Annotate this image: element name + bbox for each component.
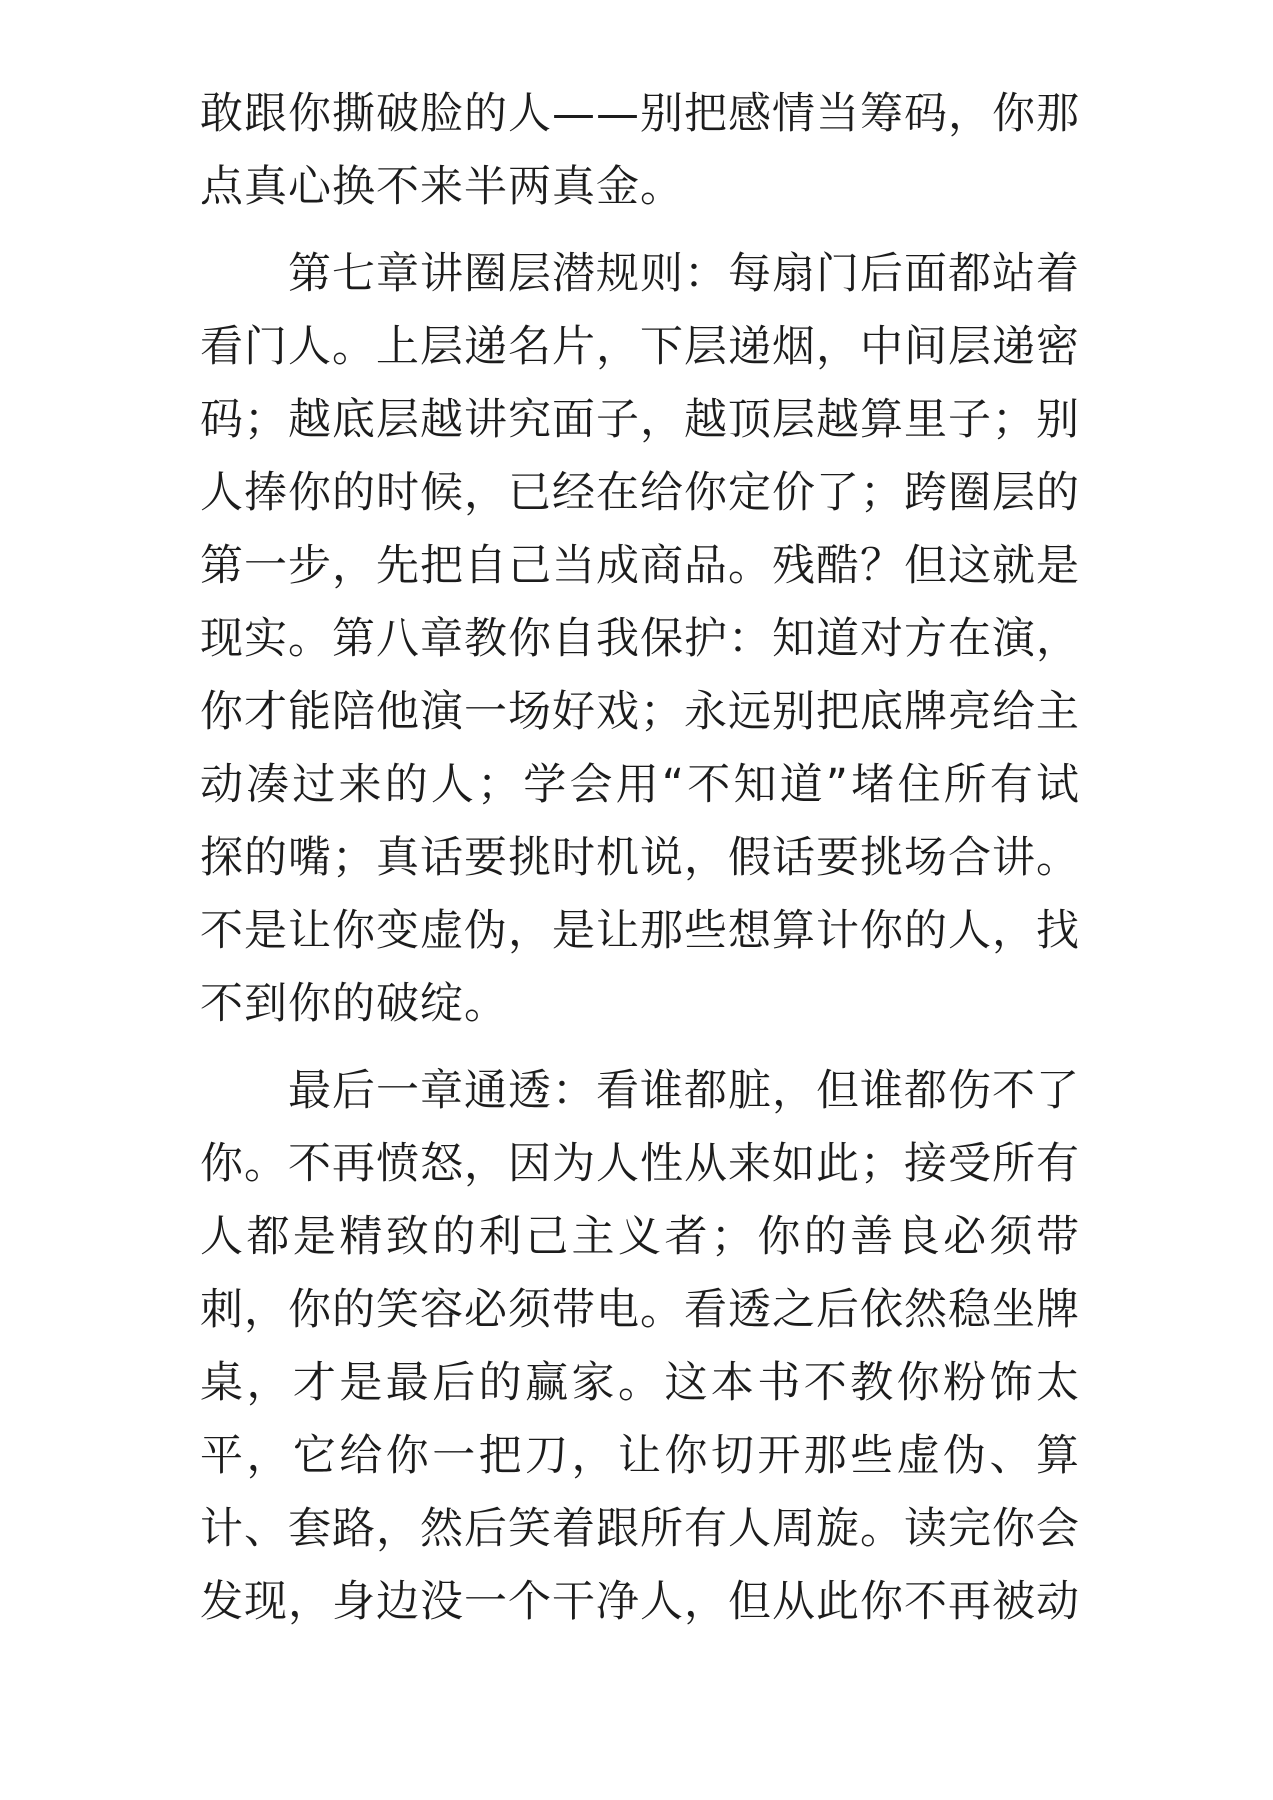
paragraph-1: 敢跟你撕破脸的人——别把感情当筹码，你那点真心换不来半两真金。 xyxy=(200,89,1080,212)
paragraph-2: 第七章讲圈层潜规则：每扇门后面都站着看门人。上层递名片，下层递烟，中间层递密码；越底层越讲究面子，越顶层越算里子；别人捧你的时候，已经在给你定价了；跨圈层的第一步，先把自己当成商品。残酷？但这就是现实。第八章教你自我保护：知道对方在演，你才能陪他演一场好戏；永远别把底牌亮给主动凑过来的人；学会用“不知道”堵住所有试探的嘴；真话要挑时机说，假话要挑场合讲。不是让你变虚伪，是让那些想算计你的人，找不到你的破绽。 xyxy=(200,249,1080,1029)
article-body xyxy=(200,78,1080,1653)
paragraph-3: 最后一章通透：看谁都脏，但谁都伤不了你。不再愤怒，因为人性从来如此；接受所有人都是精致的利己主义者；你的善良必须带刺，你的笑容必须带电。看透之后依然稳坐牌桌，才是最后的赢家。这本书不教你粉饰太平，它给你一把刀，让你切开那些虚伪、算计、套路，然后笑着跟所有人周旋。读完你会发现，身边没一个干净人，但从此你不再被动 xyxy=(200,1066,1080,1627)
